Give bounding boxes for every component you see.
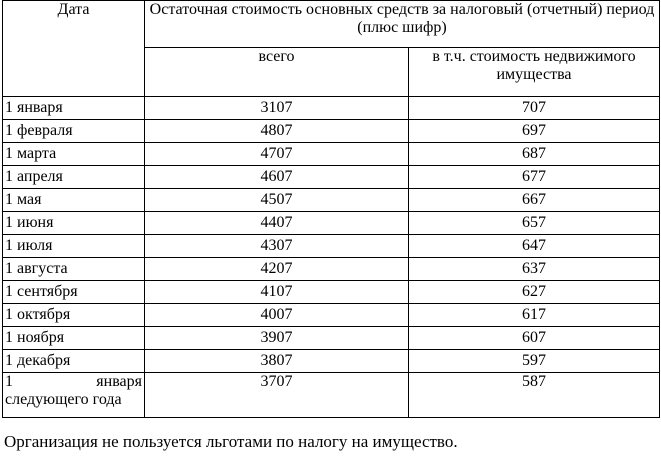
row-date: 1 сентября	[3, 281, 145, 304]
row-total: 3107	[145, 97, 409, 120]
row-date	[3, 373, 145, 418]
row-total: 3807	[145, 350, 409, 373]
row-date: 1 июня	[3, 212, 145, 235]
table-row	[3, 120, 660, 143]
row-date: 1 ноября	[3, 327, 145, 350]
row-total: 4507	[145, 189, 409, 212]
row-estate: 697	[409, 120, 660, 143]
table-row	[3, 304, 660, 327]
row-date: 1 июля	[3, 235, 145, 258]
row-estate: 627	[409, 281, 660, 304]
row-date: 1 октября	[3, 304, 145, 327]
row-total: 4107	[145, 281, 409, 304]
row-estate: 707	[409, 97, 660, 120]
row-total: 4707	[145, 143, 409, 166]
table-row	[3, 166, 660, 189]
table-row	[3, 350, 660, 373]
table-row	[3, 258, 660, 281]
value-group-header: Остаточная стоимость основных средств за налоговый (отчетный) период (плюс шифр)	[145, 1, 660, 48]
row-total: 4407	[145, 212, 409, 235]
table-row	[3, 189, 660, 212]
row-date-line2: следующего года	[5, 391, 122, 408]
row-total: 3907	[145, 327, 409, 350]
row-date: 1 февраля	[3, 120, 145, 143]
row-total: 4007	[145, 304, 409, 327]
table-row	[3, 235, 660, 258]
row-date: 1 мая	[3, 189, 145, 212]
row-total: 3707	[145, 373, 409, 418]
row-estate: 617	[409, 304, 660, 327]
row-date: 1 января	[3, 97, 145, 120]
table-row	[3, 143, 660, 166]
row-estate: 637	[409, 258, 660, 281]
table-row-next-year	[3, 373, 660, 418]
row-total: 4207	[145, 258, 409, 281]
row-total: 4807	[145, 120, 409, 143]
row-date: 1 августа	[3, 258, 145, 281]
row-estate: 647	[409, 235, 660, 258]
table-row	[3, 97, 660, 120]
date-column-header: Дата	[3, 1, 145, 97]
asset-value-table	[2, 0, 660, 418]
table-row	[3, 281, 660, 304]
row-total: 4607	[145, 166, 409, 189]
row-estate: 687	[409, 143, 660, 166]
estate-column-header: в т.ч. стоимость недвижимого имущества	[409, 48, 660, 97]
row-estate: 677	[409, 166, 660, 189]
row-date: 1 марта	[3, 143, 145, 166]
table-row	[3, 212, 660, 235]
row-date-line1: 1 января	[5, 373, 142, 390]
row-estate: 597	[409, 350, 660, 373]
table-row	[3, 327, 660, 350]
row-estate: 657	[409, 212, 660, 235]
row-estate: 587	[409, 373, 660, 418]
row-total: 4307	[145, 235, 409, 258]
footnote: Организация не пользуется льготами по налогу на имущество.	[4, 432, 458, 451]
row-date: 1 декабря	[3, 350, 145, 373]
total-column-header: всего	[145, 48, 409, 97]
row-estate: 667	[409, 189, 660, 212]
header-row-top	[3, 1, 660, 48]
row-estate: 607	[409, 327, 660, 350]
row-date: 1 апреля	[3, 166, 145, 189]
